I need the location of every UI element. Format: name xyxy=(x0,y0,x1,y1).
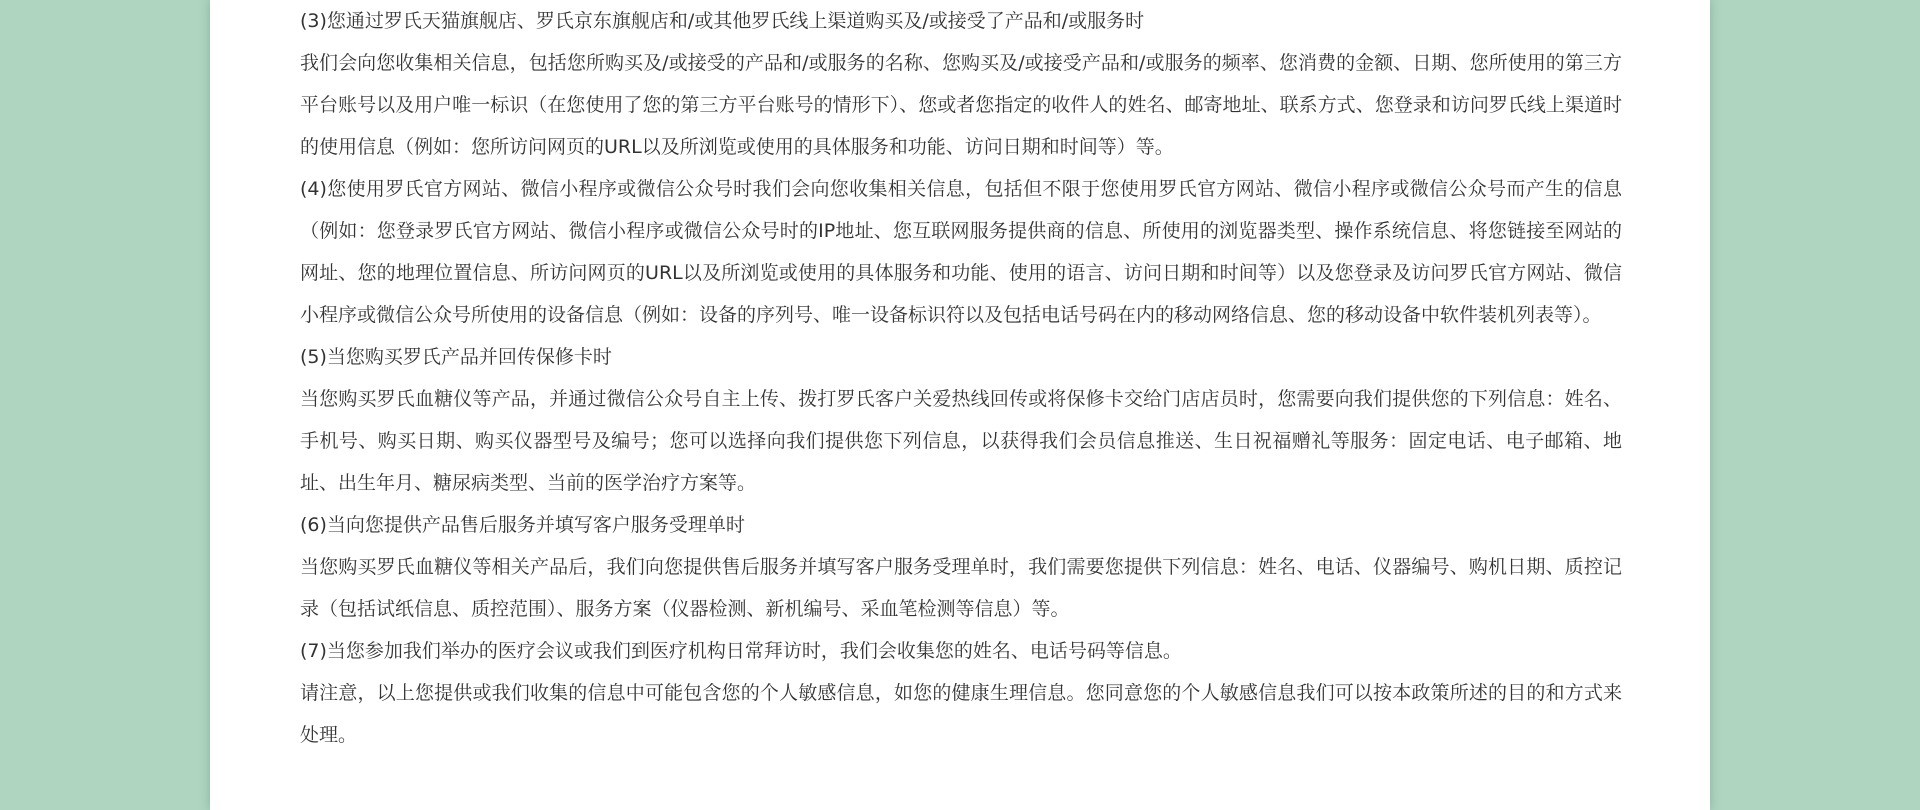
paragraph-7: (7)当您参加我们举办的医疗会议或我们到医疗机构日常拜访时，我们会收集您的姓名、电话号码等信息。 xyxy=(300,640,1182,662)
paragraph-4: (4)您使用罗氏官方网站、微信小程序或微信公众号时我们会向您收集相关信息，包括但不限于您使用罗氏官方网站、微信小程序或微信公众号而产生的信息（例如：您登录罗氏官方网站、微信小程序或微信公众号时的IP地址、您互联网服务提供商的信息、所使用的浏览器类型、操作系统信息、将您链接至网站的网址、您的地理位置信息、所访问网页的URL以及所浏览或使用的具体服务和功能、使用的语言、访问日期和时间等）以及您登录及访问罗氏官方网站、微信小程序或微信公众号所使用的设备信息（例如：设备的序列号、唯一设备标识符以及包括电话号码在内的移动网络信息、您的移动设备中软件装机列表等）。 xyxy=(300,178,1622,326)
paragraph-6-body: 当您购买罗氏血糖仪等相关产品后，我们向您提供售后服务并填写客户服务受理单时，我们需要您提供下列信息：姓名、电话、仪器编号、购机日期、质控记录（包括试纸信息、质控范围）、服务方案（仪器检测、新机编号、采血笔检测等信息）等。 xyxy=(300,556,1622,620)
paragraph-5-heading: (5)当您购买罗氏产品并回传保修卡时 xyxy=(300,346,612,368)
paragraph-5-body: 当您购买罗氏血糖仪等产品，并通过微信公众号自主上传、拨打罗氏客户关爱热线回传或将保修卡交给门店店员时，您需要向我们提供您的下列信息：姓名、手机号、购买日期、购买仪器型号及编号；您可以选择向我们提供您下列信息，以获得我们会员信息推送、生日祝福赠礼等服务：固定电话、电子邮箱、地址、出生年月、糖尿病类型、当前的医学治疗方案等。 xyxy=(300,388,1622,494)
document-page xyxy=(210,0,1710,810)
paragraph-3-heading: (3)您通过罗氏天猫旗舰店、罗氏京东旗舰店和/或其他罗氏线上渠道购买及/或接受了产品和/或服务时 xyxy=(300,10,1145,32)
sensitive-info-note: 请注意，以上您提供或我们收集的信息中可能包含您的个人敏感信息，如您的健康生理信息。您同意您的个人敏感信息我们可以按本政策所述的目的和方式来处理。 xyxy=(300,682,1622,746)
privacy-policy-content xyxy=(300,0,1622,756)
paragraph-6-heading: (6)当向您提供产品售后服务并填写客户服务受理单时 xyxy=(300,514,745,536)
paragraph-3-body: 我们会向您收集相关信息，包括您所购买及/或接受的产品和/或服务的名称、您购买及/或接受产品和/或服务的频率、您消费的金额、日期、您所使用的第三方平台账号以及用户唯一标识（在您使用了您的第三方平台账号的情形下）、您或者您指定的收件人的姓名、邮寄地址、联系方式、您登录和访问罗氏线上渠道时的使用信息（例如：您所访问网页的URL以及所浏览或使用的具体服务和功能、访问日期和时间等）等。 xyxy=(300,52,1622,158)
